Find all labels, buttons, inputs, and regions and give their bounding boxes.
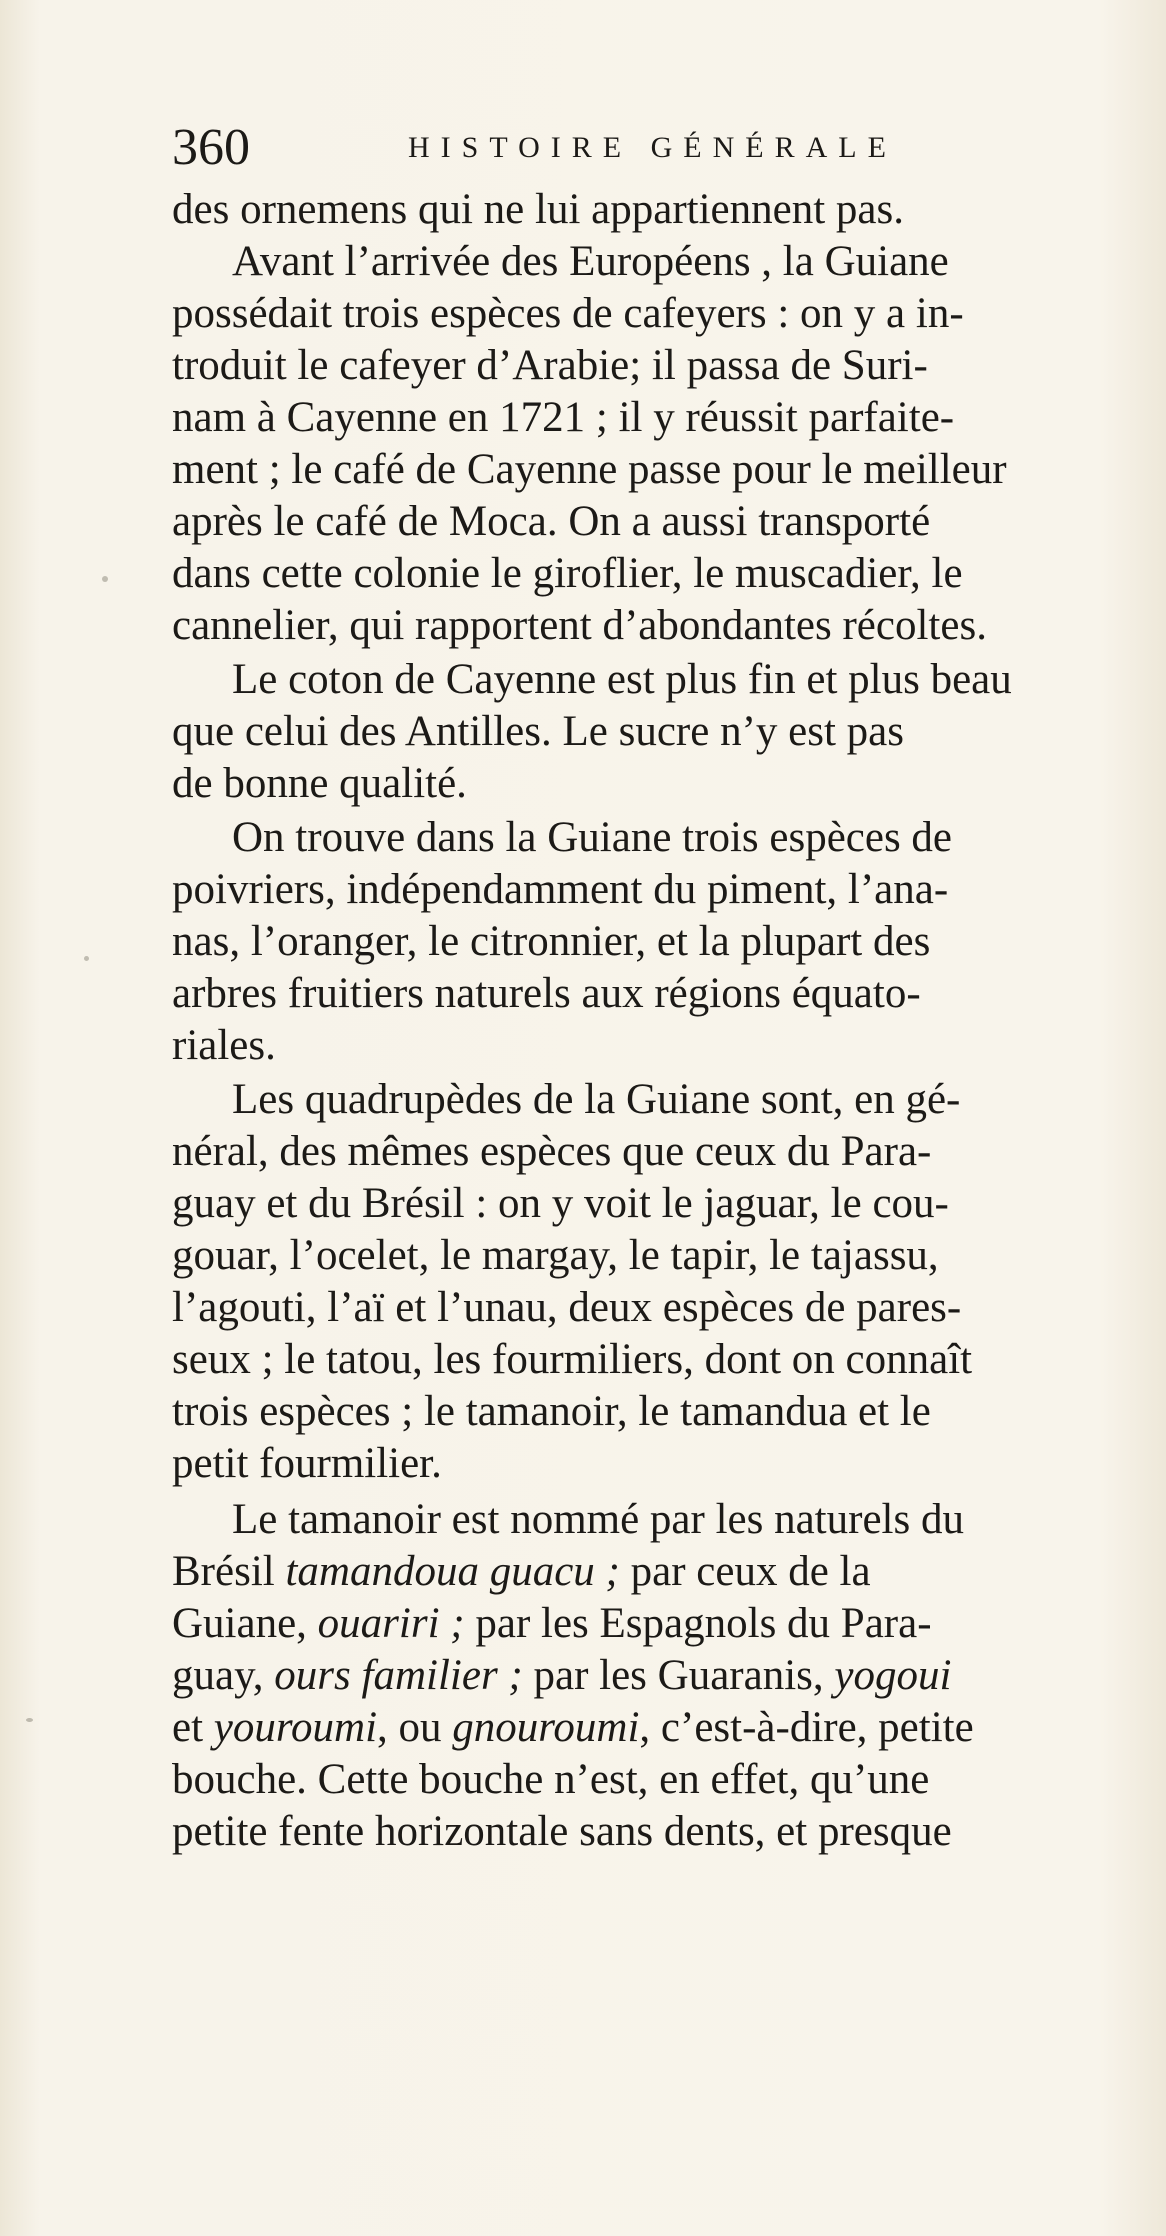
italic-term: gnouroumi — [452, 1704, 640, 1751]
page-header — [172, 118, 1166, 178]
text-line: nas, l’oranger, le citronnier, et la plupart des — [172, 918, 931, 965]
text-run: et — [172, 1704, 214, 1751]
text-line: On trouve dans la Guiane trois espèces de — [232, 814, 953, 861]
text-line — [172, 1598, 932, 1650]
paper-speck — [102, 576, 108, 582]
text-line: trois espèces ; le tamanoir, le tamandua et le — [172, 1388, 931, 1435]
text-line: petit fourmilier. — [172, 1440, 442, 1487]
text-line: néral, des mêmes espèces que ceux du Para- — [172, 1128, 932, 1175]
text-run: guay, — [172, 1652, 275, 1699]
text-line — [172, 1650, 951, 1702]
text-line: seux ; le tatou, les fourmiliers, dont on connaît — [172, 1336, 973, 1383]
text-line: riales. — [172, 1022, 276, 1069]
italic-term: youroumi — [213, 1704, 378, 1751]
text-line: possédait trois espèces de cafeyers : on y a in- — [172, 290, 964, 337]
text-run: , c’est-à-dire, petite — [639, 1704, 974, 1751]
text-run: Guiane, — [172, 1600, 318, 1647]
text-line: dans cette colonie le giroflier, le muscadier, le — [172, 550, 963, 597]
text-line: Avant l’arrivée des Européens , la Guiane — [232, 238, 949, 285]
text-line: cannelier, qui rapportent d’abondantes récoltes. — [172, 602, 987, 649]
text-line — [172, 1702, 974, 1754]
paper-speck — [26, 1718, 33, 1722]
text-run: , ou — [377, 1704, 453, 1751]
italic-term: tamandoua guacu ; — [285, 1548, 620, 1595]
text-line: Les quadrupèdes de la Guiane sont, en gé- — [232, 1076, 961, 1123]
text-line: troduit le cafeyer d’Arabie; il passa de Suri- — [172, 342, 928, 389]
text-line: poivriers, indépendamment du piment, l’ana- — [172, 866, 949, 913]
italic-term: ours familier ; — [274, 1652, 523, 1699]
text-line: petite fente horizontale sans dents, et presque — [172, 1808, 952, 1855]
text-line: arbres fruitiers naturels aux régions équato- — [172, 970, 921, 1017]
italic-term: yogoui — [834, 1652, 952, 1699]
italic-term: ouariri ; — [317, 1600, 465, 1647]
text-line: après le café de Moca. On a aussi transporté — [172, 498, 931, 545]
text-line: que celui des Antilles. Le sucre n’y est pas — [172, 708, 904, 755]
text-line — [172, 1546, 871, 1598]
text-run: par les Espagnols du Para- — [464, 1600, 932, 1647]
text-line: Le tamanoir est nommé par les naturels du — [232, 1496, 964, 1543]
text-line: de bonne qualité. — [172, 760, 467, 807]
page-number: 360 — [172, 119, 250, 176]
text-run: Brésil — [172, 1548, 286, 1595]
text-line: nam à Cayenne en 1721 ; il y réussit parfaite- — [172, 394, 955, 441]
paper-speck — [84, 956, 89, 961]
text-line: gouar, l’ocelet, le margay, le tapir, le tajassu, — [172, 1232, 939, 1279]
text-line: des ornemens qui ne lui appartiennent pas. — [172, 186, 904, 233]
text-line: ment ; le café de Cayenne passe pour le meilleur — [172, 446, 1007, 493]
text-line: bouche. Cette bouche n’est, en effet, qu’une — [172, 1756, 930, 1803]
text-line: Le coton de Cayenne est plus fin et plus beau — [232, 656, 1012, 703]
text-line: l’agouti, l’aï et l’unau, deux espèces de pares- — [172, 1284, 962, 1331]
running-title: HISTOIRE GÉNÉRALE — [408, 131, 897, 164]
text-run: par les Guaranis, — [522, 1652, 835, 1699]
text-run: par ceux de la — [619, 1548, 871, 1595]
text-line: guay et du Brésil : on y voit le jaguar, le cou- — [172, 1180, 949, 1227]
